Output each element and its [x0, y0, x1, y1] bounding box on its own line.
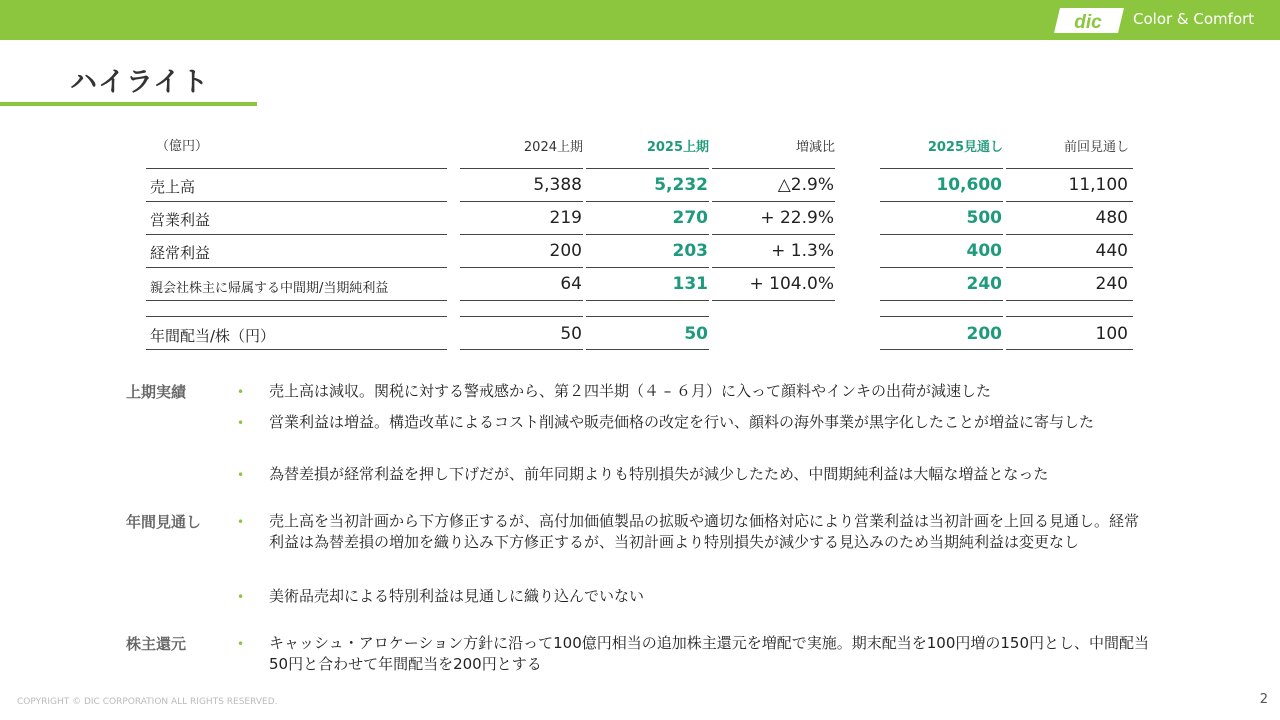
table-rule	[460, 168, 583, 169]
table-unit-label: （億円）	[156, 139, 209, 154]
table-rule	[1006, 349, 1133, 350]
row-label-operating-income: 営業利益	[150, 211, 211, 229]
bullet-text: キャッシュ・アロケーション方針に沿って100億円相当の追加株主還元を増配で実施。期末配当を100円増の150円とし、中間配当50円と合わせて年間配当を200円とする	[269, 634, 1149, 673]
bullet-marker: •	[237, 515, 245, 529]
table-cell: 270	[672, 208, 708, 228]
table-cell: △2.9%	[777, 175, 834, 195]
table-cell: 11,100	[1068, 175, 1128, 195]
table-rule	[1006, 234, 1133, 235]
table-rule	[460, 234, 583, 235]
table-rule	[586, 267, 709, 268]
table-rule	[460, 267, 583, 268]
col-header-change: 増減比	[795, 140, 835, 155]
table-cell: 5,232	[654, 175, 708, 195]
row-label-ordinary-income: 経常利益	[150, 244, 211, 262]
table-cell: 100	[1095, 324, 1128, 344]
table-cell: 219	[549, 208, 582, 228]
row-label-net-income: 親会社株主に帰属する中間期/当期純利益	[150, 281, 389, 296]
header-bar	[0, 0, 1280, 40]
table-cell: 480	[1095, 208, 1128, 228]
table-rule	[586, 316, 709, 317]
col-header-previous-forecast: 前回見通し	[1063, 140, 1129, 155]
table-rule	[586, 201, 709, 202]
table-rule	[880, 168, 1003, 169]
table-rule	[586, 168, 709, 169]
bullet-text: 売上高は減収。関税に対する警戒感から、第２四半期（４ – ６月）に入って顔料やインキの出荷が減速した	[269, 382, 992, 400]
table-cell: 400	[966, 241, 1002, 261]
table-rule	[1006, 168, 1133, 169]
table-rule	[146, 201, 447, 202]
table-rule	[1006, 300, 1133, 301]
table-cell: 203	[672, 241, 708, 261]
table-cell: 5,388	[533, 175, 582, 195]
table-rule	[880, 349, 1003, 350]
bullet-marker: •	[237, 590, 245, 604]
svg-text:dic: dic	[1074, 12, 1102, 33]
table-cell: 240	[966, 274, 1002, 294]
table-cell: 240	[1095, 274, 1128, 294]
table-rule	[146, 316, 447, 317]
table-rule	[460, 201, 583, 202]
table-rule	[586, 234, 709, 235]
bullet-text: 売上高を当初計画から下方修正するが、高付加価値製品の拡販や適切な価格対応により営業利益は当初計画を上回る見通し。経常利益は為替差損の増加を織り込み下方修正するが、当初計画より特別損失が減少する見込みのため当期純利益は変更なし	[269, 512, 1140, 551]
section-label-shareholder-returns: 株主還元	[126, 635, 187, 653]
section-label-annual-forecast: 年間見通し	[126, 513, 202, 531]
bullet-marker: •	[237, 637, 245, 651]
bullet-text: 営業利益は増益。構造改革によるコスト削減や販売価格の改定を行い、顔料の海外事業が黒字化したことが増益に寄与した	[269, 413, 1095, 431]
page-number: 2	[1259, 692, 1268, 707]
table-rule	[712, 201, 835, 202]
bullet-marker: •	[237, 468, 245, 482]
table-cell: 500	[966, 208, 1002, 228]
title-underline	[0, 102, 257, 106]
page-title: ハイライト	[70, 67, 210, 98]
table-rule	[712, 300, 835, 301]
table-rule	[880, 300, 1003, 301]
table-rule	[880, 267, 1003, 268]
table-cell: 50	[560, 324, 582, 344]
col-header-2025-forecast: 2025見通し	[927, 140, 1003, 155]
table-rule	[146, 300, 447, 301]
table-cell: 131	[672, 274, 708, 294]
table-rule	[1006, 316, 1133, 317]
table-rule	[1006, 267, 1133, 268]
row-label-net-sales: 売上高	[150, 178, 196, 196]
table-rule	[880, 201, 1003, 202]
bullet-marker: •	[237, 416, 245, 430]
table-rule	[586, 349, 709, 350]
table-rule	[460, 316, 583, 317]
table-cell: + 22.9%	[760, 208, 834, 228]
table-rule	[460, 300, 583, 301]
table-cell: 200	[966, 324, 1002, 344]
table-rule	[880, 234, 1003, 235]
copyright-footer: COPYRIGHT © DIC CORPORATION ALL RIGHTS RESERVED.	[17, 697, 278, 707]
table-cell: 64	[560, 274, 582, 294]
dic-logo-icon	[1054, 8, 1124, 33]
section-label-h1-results: 上期実績	[126, 383, 187, 401]
bullet-text: 為替差損が経常利益を押し下げだが、前年同期よりも特別損失が減少したため、中間期純利益は大幅な増益となった	[269, 465, 1049, 483]
col-header-2024h1: 2024上期	[523, 140, 583, 155]
table-rule	[1006, 201, 1133, 202]
table-rule	[880, 316, 1003, 317]
table-cell: + 104.0%	[749, 274, 834, 294]
table-rule	[586, 300, 709, 301]
table-cell: 50	[684, 324, 708, 344]
brand-tagline: Color & Comfort	[1133, 10, 1255, 28]
table-cell: + 1.3%	[771, 241, 834, 261]
table-rule	[146, 349, 447, 350]
table-cell: 10,600	[936, 175, 1002, 195]
table-rule	[712, 168, 835, 169]
col-header-2025h1: 2025上期	[646, 140, 709, 155]
table-rule	[146, 168, 447, 169]
table-rule	[146, 267, 447, 268]
table-rule	[460, 349, 583, 350]
table-cell: 440	[1095, 241, 1128, 261]
row-label-annual-dividend: 年間配当/株（円）	[150, 327, 276, 345]
bullet-marker: •	[237, 385, 245, 399]
table-rule	[146, 234, 447, 235]
bullet-text: 美術品売却による特別利益は見通しに織り込んでいない	[269, 587, 645, 605]
table-rule	[712, 267, 835, 268]
table-rule	[712, 234, 835, 235]
table-cell: 200	[549, 241, 582, 261]
